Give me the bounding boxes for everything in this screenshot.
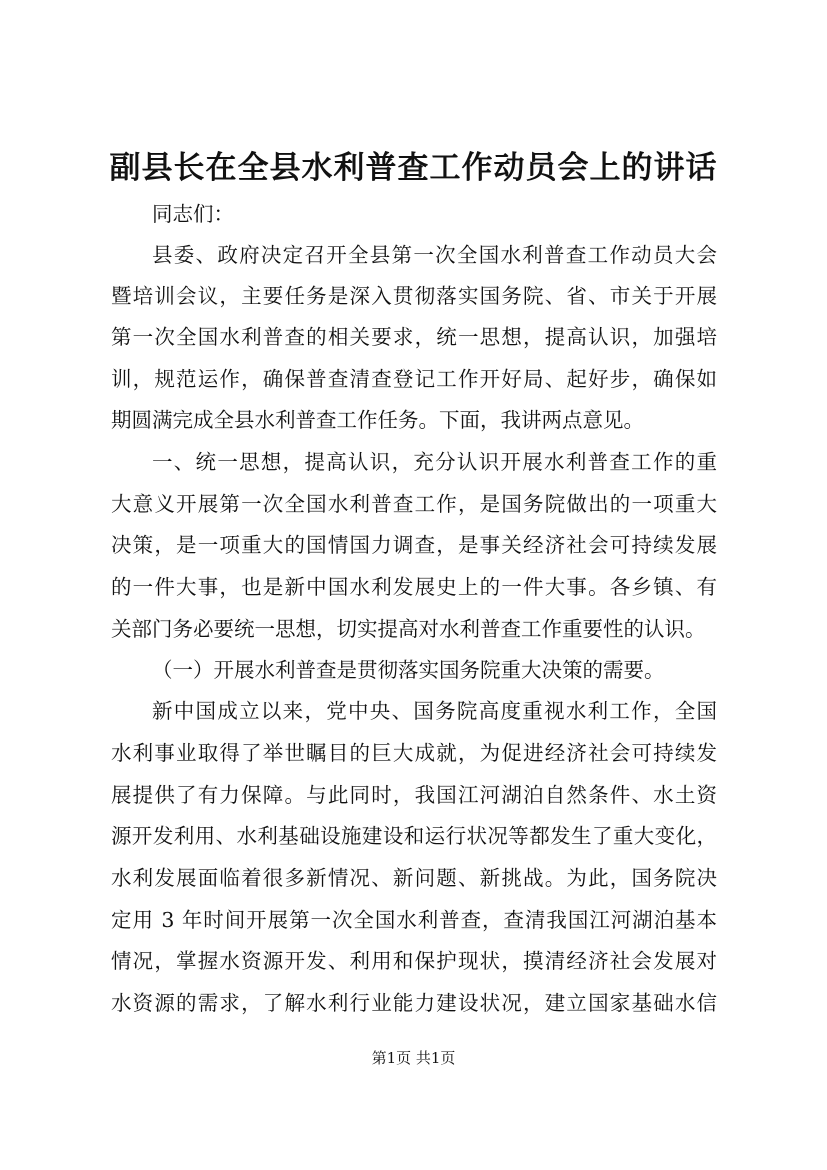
paragraph-line: 水资源的需求，了解水利行业能力建设状况，建立国家基础水信 — [111, 991, 717, 1015]
paragraph-line: 定用 3 年时间开展第一次全国水利普查，查清我国江河湖泊基本 — [111, 908, 717, 932]
document-title: 副县长在全县水利普查工作动员会上的讲话 — [109, 150, 718, 186]
paragraph-line: 情况，掌握水资源开发、利用和保护现状，摸清经济社会发展对 — [111, 949, 717, 973]
paragraph-line: 第一次全国水利普查的相关要求，统一思想，提高认识，加强培 — [111, 325, 717, 349]
paragraph-line: 训，规范运作，确保普查清查登记工作开好局、起好步，确保如 — [111, 367, 717, 391]
page-footer: 第1页 共1页 — [371, 1049, 456, 1067]
section-heading-line: 一、统一思想，提高认识，充分认识开展水利普查工作的重 — [152, 450, 717, 474]
subsection-heading: （一）开展水利普查是贯彻落实国务院重大决策的需要。 — [152, 658, 665, 682]
paragraph-line: 水利事业取得了举世瞩目的巨大成就，为促进经济社会可持续发 — [111, 741, 717, 765]
salutation: 同志们： — [152, 202, 234, 226]
paragraph-line: 暨培训会议，主要任务是深入贯彻落实国务院、省、市关于开展 — [111, 284, 717, 308]
paragraph-line: 的一件大事，也是新中国水利发展史上的一件大事。各乡镇、有 — [111, 575, 717, 599]
paragraph-line: 水利发展面临着很多新情况、新问题、新挑战。为此，国务院决 — [111, 866, 717, 890]
paragraph-line: 展提供了有力保障。与此同时，我国江河湖泊自然条件、水土资 — [111, 783, 717, 807]
paragraph-line: 关部门务必要统一思想，切实提高对水利普查工作重要性的认识。 — [111, 617, 706, 641]
paragraph-line: 新中国成立以来，党中央、国务院高度重视水利工作，全国 — [152, 699, 717, 723]
paragraph-line: 决策，是一项重大的国情国力调查，是事关经济社会可持续发展 — [111, 533, 717, 557]
paragraph-line: 大意义开展第一次全国水利普查工作，是国务院做出的一项重大 — [111, 492, 717, 516]
paragraph-line: 期圆满完成全县水利普查工作任务。下面，我讲两点意见。 — [111, 408, 644, 432]
paragraph-line: 源开发利用、水利基础设施建设和运行状况等都发生了重大变化， — [111, 824, 717, 848]
paragraph-line: 县委、政府决定召开全县第一次全国水利普查工作动员大会 — [152, 243, 717, 267]
